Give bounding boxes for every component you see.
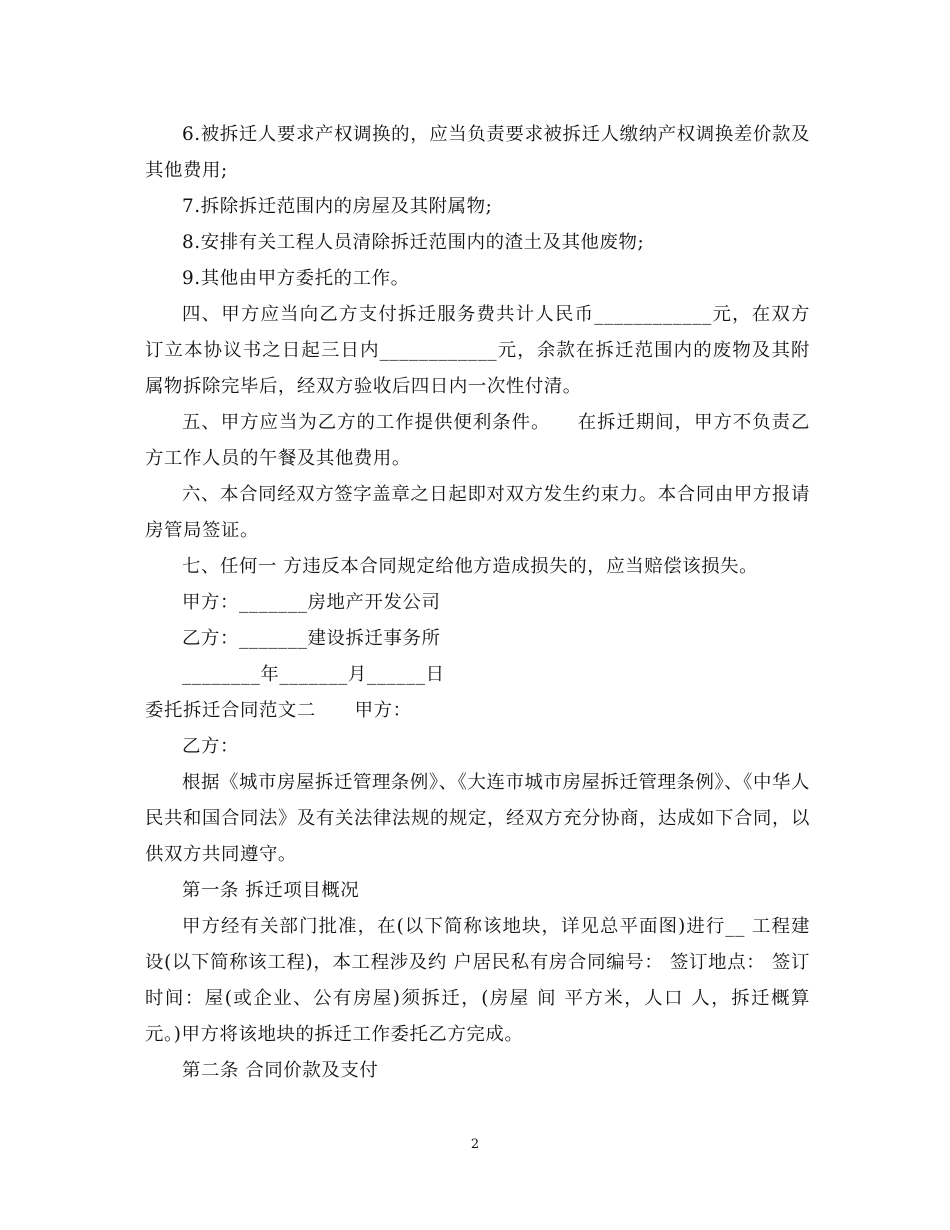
paragraph: 五、甲方应当为乙方的工作提供便利条件。 在拆迁期间，甲方不负责乙方工作人员的午餐及其他费用。 bbox=[145, 412, 810, 469]
paragraph: 8.安排有关工程人员清除拆迁范围内的渣土及其他废物; bbox=[182, 232, 645, 253]
paragraph: ________年_______月______日 bbox=[182, 664, 445, 685]
paragraph: 四、甲方应当向乙方支付拆迁服务费共计人民币____________元，在双方订立本协议书之日起三日内____________元，余款在拆迁范围内的废物及其附属物拆除完毕后，经双方验收后四日内一次性付清。 bbox=[145, 304, 810, 397]
paragraph: 乙方：_______建设拆迁事务所 bbox=[182, 628, 441, 649]
paragraph: 第二条 合同价款及支付 bbox=[182, 1060, 379, 1081]
page-number: 2 bbox=[470, 1137, 480, 1152]
paragraph: 6.被拆迁人要求产权调换的，应当负责要求被拆迁人缴纳产权调换差价款及其他费用; bbox=[145, 124, 810, 181]
paragraph: 7.拆除拆迁范围内的房屋及其附属物; bbox=[182, 196, 493, 217]
document-body bbox=[145, 117, 817, 1089]
paragraph: 甲方经有关部门批准，在(以下简称该地块，详见总平面图)进行__ 工程建设(以下简称该工程)，本工程涉及约 户居民私有房合同编号： 签订地点： 签订时间：屋(或企业、公有房屋)须拆迁，(房屋 间 平方米，人口 人，拆迁概算 元。)甲方将该地块的拆迁工作委托乙方完成。 bbox=[145, 916, 817, 1045]
paragraph: 七、任何一 方违反本合同规定给他方造成损失的，应当赔偿该损失。 bbox=[182, 556, 759, 577]
paragraph: 9.其他由甲方委托的工作。 bbox=[182, 268, 410, 289]
paragraph: 第一条 拆迁项目概况 bbox=[182, 880, 360, 901]
paragraph: 六、本合同经双方签字盖章之日起即对双方发生约束力。本合同由甲方报请房管局签证。 bbox=[145, 484, 810, 541]
paragraph: 乙方： bbox=[182, 736, 239, 757]
paragraph: 甲方：_______房地产开发公司 bbox=[182, 592, 441, 613]
paragraph: 根据《城市房屋拆迁管理条例》、《大连市城市房屋拆迁管理条例》、《中华人民共和国合同法》及有关法律法规的规定，经双方充分协商，达成如下合同，以供双方共同遵守。 bbox=[145, 772, 810, 865]
paragraph: 委托拆迁合同范文二 甲方： bbox=[145, 700, 412, 721]
